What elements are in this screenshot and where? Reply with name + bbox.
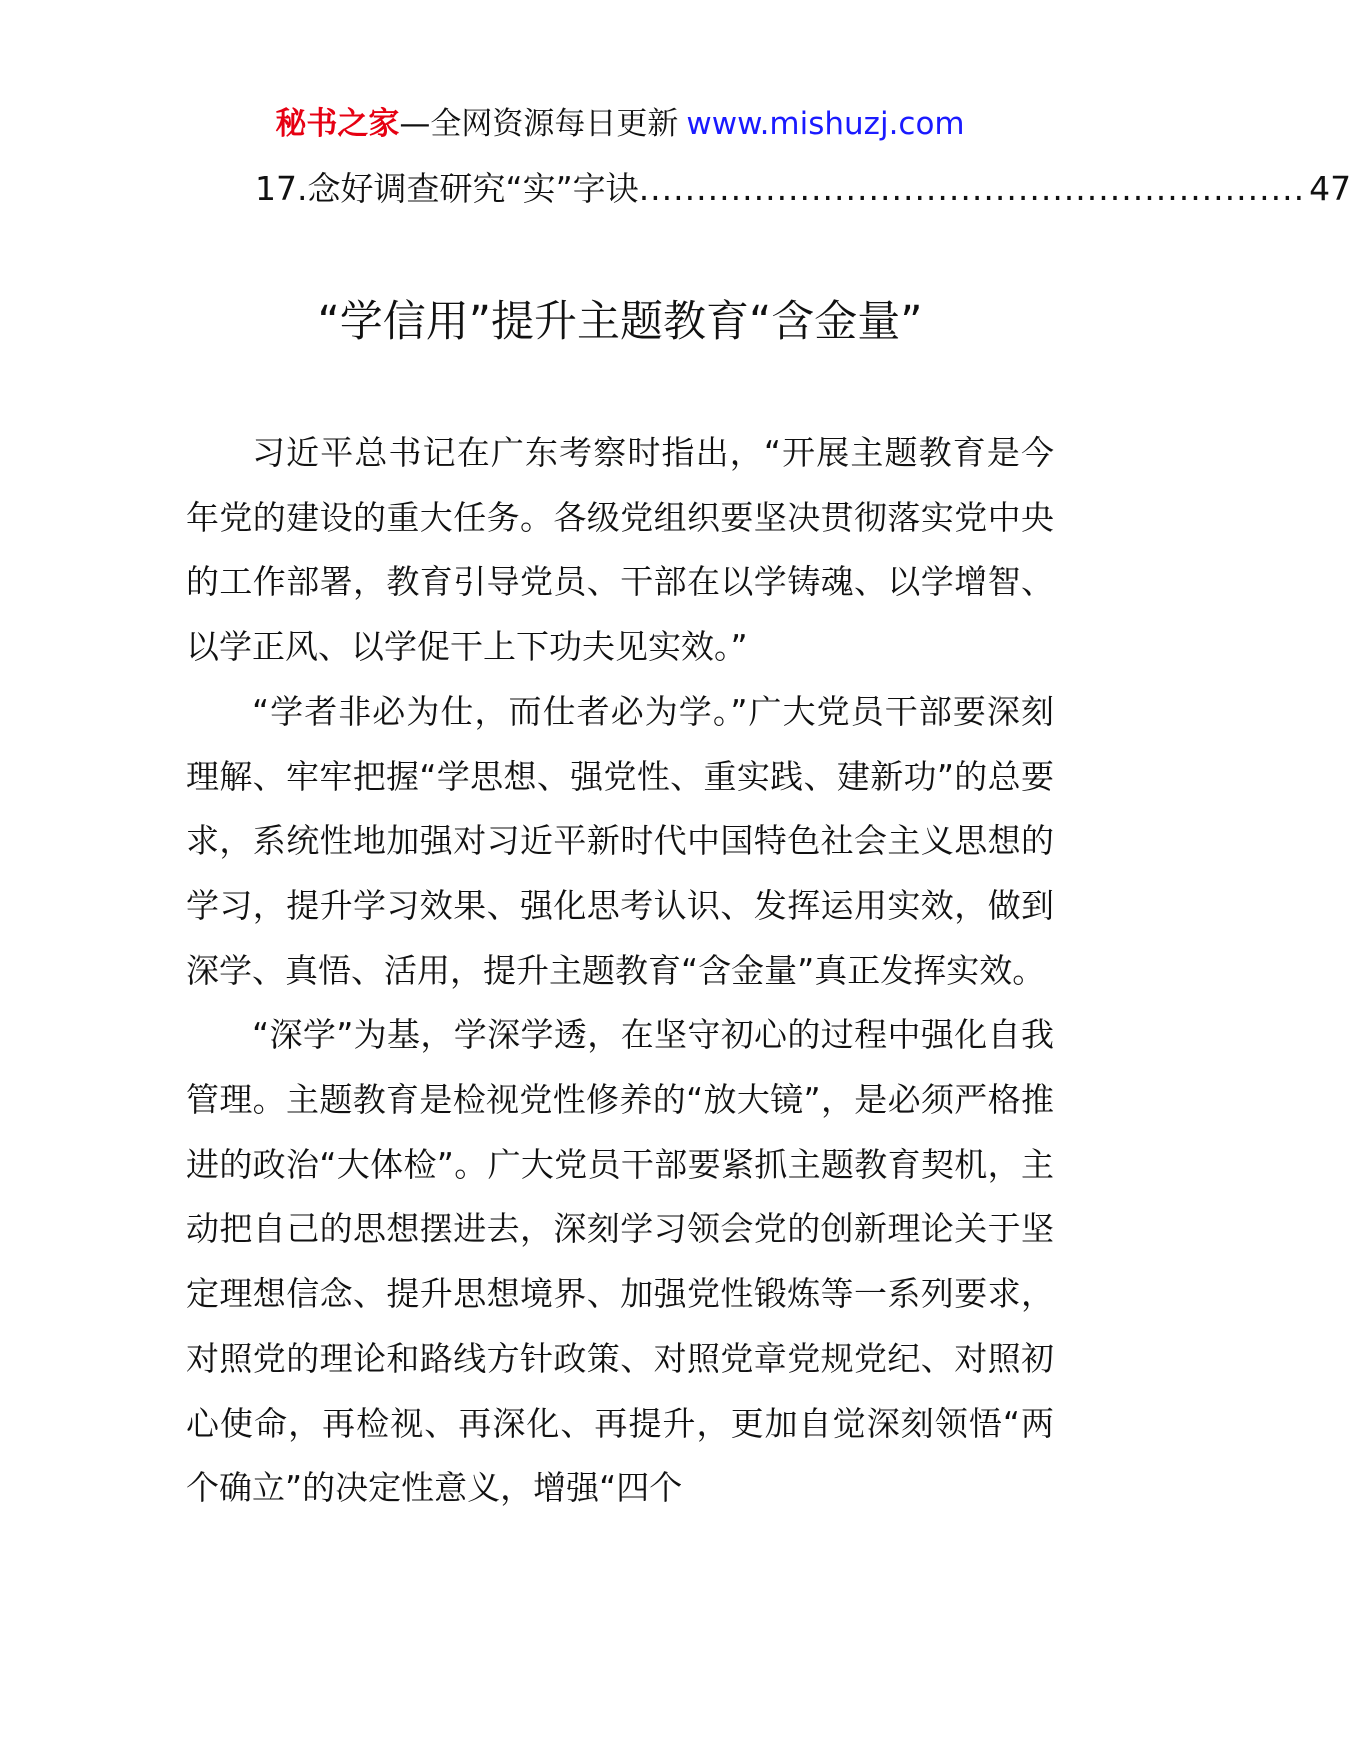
article-body: [186, 421, 1054, 1521]
header-tagline: —全网资源每日更新: [399, 106, 679, 142]
toc-page-number: 47: [1309, 169, 1351, 208]
brand-name: 秘书之家: [275, 106, 400, 142]
paragraph: “学者非必为仕，而仕者必为学。”广大党员干部要深刻理解、牢牢把握“学思想、强党性、重实践、建新功”的总要求，系统性地加强对习近平新时代中国特色社会主义思想的学习，提升学习效果、强化思考认识、发挥运用实效，做到深学、真悟、活用，提升主题教育“含金量”真正发挥实效。: [186, 691, 1054, 990]
paragraph: 习近平总书记在广东考察时指出，“开展主题教育是今年党的建设的重大任务。各级党组织要坚决贯彻落实党中央的工作部署，教育引导党员、干部在以学铸魂、以学增智、以学正风、以学促干上下功夫见实效。”: [186, 433, 1054, 667]
site-url-link[interactable]: www.mishuzj.com: [686, 106, 965, 142]
toc-entry-label: 17.念好调查研究“实”字诀: [255, 169, 639, 208]
site-header: [0, 102, 1240, 146]
toc-entry[interactable]: [255, 167, 1351, 211]
article-title: “学信用”提升主题教育“含金量”: [317, 297, 923, 347]
toc-leader-dots: ..........................................................: [638, 169, 1306, 208]
paragraph: “深学”为基，学深学透，在坚守初心的过程中强化自我管理。主题教育是检视党性修养的“放大镜”，是必须严格推进的政治“大体检”。广大党员干部要紧抓主题教育契机，主动把自己的思想摆进去，深刻学习领会党的创新理论关于坚定理想信念、提升思想境界、加强党性锻炼等一系列要求，对照党的理论和路线方针政策、对照党章党规党纪、对照初心使命，再检视、再深化、再提升，更加自觉深刻领悟“两个确立”的决定性意义，增强“四个: [186, 1015, 1054, 1508]
